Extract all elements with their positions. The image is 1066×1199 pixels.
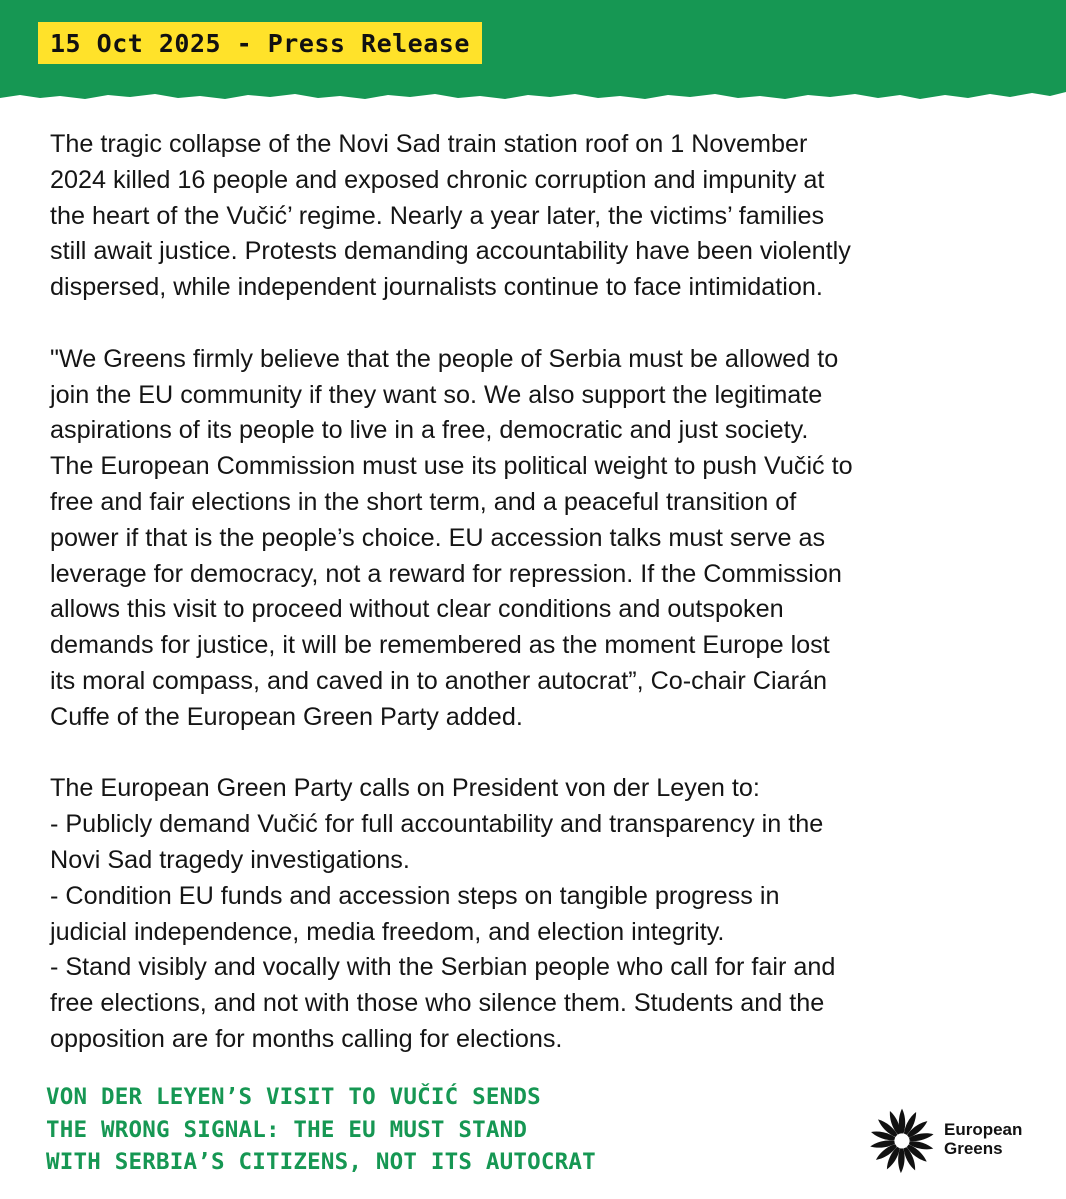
text-line: free elections, and not with those who silence them. Students and the	[50, 989, 825, 1018]
logo-wordmark	[944, 1120, 1022, 1158]
text-line: The European Green Party calls on President von der Leyen to:	[50, 774, 760, 803]
text-line: "We Greens firmly believe that the people of Serbia must be allowed to	[50, 344, 839, 373]
sunflower-icon	[864, 1103, 940, 1175]
text-line: - Stand visibly and vocally with the Serbian people who call for fair and	[50, 953, 836, 982]
text-line: allows this visit to proceed without clear conditions and outspoken	[50, 595, 784, 624]
text-line: - Condition EU funds and accession steps on tangible progress in	[50, 881, 780, 910]
text-line: the heart of the Vučić’ regime. Nearly a year later, the victims’ families	[50, 201, 825, 230]
text-line: its moral compass, and caved in to another autocrat”, Co-chair Ciarán	[50, 666, 827, 695]
european-greens-logo	[864, 1103, 1044, 1175]
date-badge: 15 Oct 2025 - Press Release	[38, 22, 482, 64]
headline	[46, 1081, 596, 1179]
text-line: demands for justice, it will be remembered as the moment Europe lost	[50, 631, 830, 660]
logo-line-european: European	[944, 1120, 1023, 1139]
header-band	[0, 0, 1066, 110]
text-line: opposition are for months calling for elections.	[50, 1024, 563, 1053]
text-line: - Publicly demand Vučić for full accountability and transparency in the	[50, 810, 824, 839]
text-line: dispersed, while independent journalists continue to face intimidation.	[50, 273, 823, 302]
text-line: The European Commission must use its political weight to push Vučić to	[50, 452, 853, 481]
headline-line: VON DER LEYEN’S VISIT TO VUČIĆ SENDS	[46, 1084, 541, 1110]
text-line: join the EU community if they want so. We also support the legitimate	[50, 380, 823, 409]
paragraph-demands	[50, 771, 1050, 1057]
press-release-body	[50, 127, 1050, 1058]
text-line: 2024 killed 16 people and exposed chronic corruption and impunity at	[50, 165, 825, 194]
paragraph-intro	[50, 127, 1050, 306]
text-line: aspirations of its people to live in a free, democratic and just society.	[50, 416, 809, 445]
text-line: judicial independence, media freedom, and election integrity.	[50, 917, 725, 946]
text-line: The tragic collapse of the Novi Sad train station roof on 1 November	[50, 130, 808, 158]
headline-line: THE WRONG SIGNAL: THE EU MUST STAND	[46, 1116, 528, 1143]
text-line: leverage for democracy, not a reward for repression. If the Commission	[50, 559, 842, 588]
text-line: Novi Sad tragedy investigations.	[50, 845, 410, 874]
headline-line: WITH SERBIA’S CITIZENS, NOT ITS AUTOCRAT	[46, 1149, 596, 1175]
text-line: power if that is the people’s choice. EU accession talks must serve as	[50, 523, 826, 552]
paragraph-quote	[50, 342, 1050, 736]
logo-line-greens: Greens	[944, 1139, 1003, 1158]
text-line: Cuffe of the European Green Party added.	[50, 702, 523, 731]
text-line: free and fair elections in the short term, and a peaceful transition of	[50, 487, 797, 516]
text-line: still await justice. Protests demanding accountability have been violently	[50, 237, 851, 266]
